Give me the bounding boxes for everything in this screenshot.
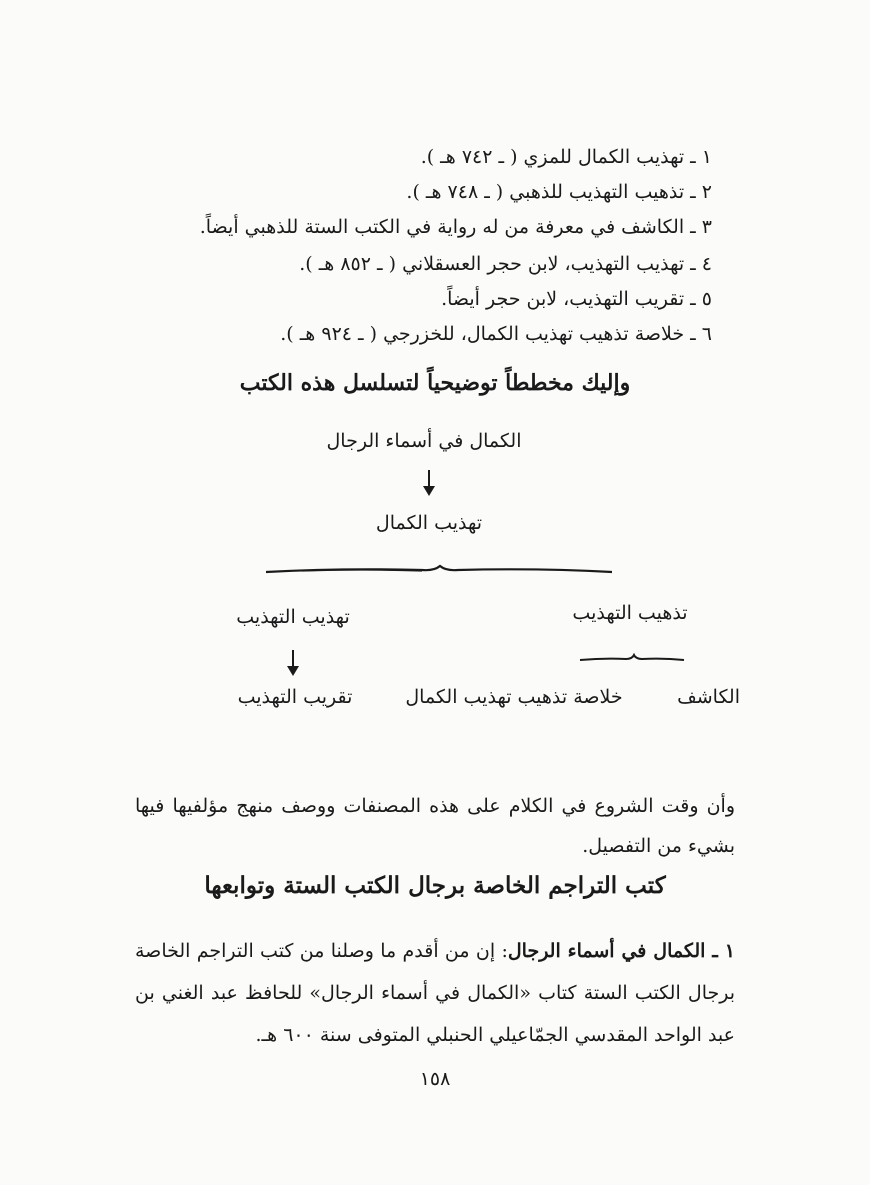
diagram-node-tahdhib-kamal: تهذيب الكمال (375, 512, 483, 534)
section-title: كتب التراجم الخاصة برجال الكتب الستة وتوابعها (204, 872, 666, 899)
list-item: ١ ـ تهذيب الكمال للمزي ( ـ ٧٤٢ هـ ). (420, 146, 712, 168)
diagram-node-khulasa: خلاصة تذهيب تهذيب الكمال (405, 686, 623, 708)
list-item: ٣ ـ الكاشف في معرفة من له رواية في الكتب الستة للذهبي أيضاً. (199, 216, 712, 238)
entry-paragraph (135, 930, 735, 1056)
diagram-node-tahdhib-tahdhib: تهذيب التهذيب (236, 606, 350, 628)
arrow-down-icon (428, 470, 430, 488)
branch-brace-icon (262, 560, 616, 582)
list-item: ٥ ـ تقريب التهذيب، لابن حجر أيضاً. (441, 288, 712, 310)
diagram-node-taqrib: تقريب التهذيب (237, 686, 353, 708)
diagram-heading: وإليك مخططاً توضيحياً لتسلسل هذه الكتب (239, 370, 631, 396)
list-item: ٦ ـ خلاصة تذهيب تهذيب الكمال، للخزرجي ( ـ ٩٢٤ هـ ). (280, 323, 712, 345)
diagram-node-tadhhib: تذهيب التهذيب (572, 602, 688, 624)
intro-paragraph: وأن وقت الشروع في الكلام على هذه المصنفات ووصف منهج مؤلفيها فيها بشيء من التفصيل. (135, 795, 735, 857)
diagram-node-kashif: الكاشف (677, 686, 740, 708)
diagram-node-kamal: الكمال في أسماء الرجال (326, 430, 522, 452)
list-item: ٢ ـ تذهيب التهذيب للذهبي ( ـ ٧٤٨ هـ ). (406, 181, 712, 203)
page-number: ١٥٨ (419, 1068, 451, 1090)
entry-lead-title: ١ ـ الكمال في أسماء الرجال (507, 940, 735, 962)
list-item: ٤ ـ تهذيب التهذيب، لابن حجر العسقلاني ( ـ ٨٥٢ هـ ). (299, 253, 712, 275)
arrow-down-icon (292, 650, 294, 668)
entry-text: : إن من أقدم ما وصلنا من كتب التراجم الخاصة برجال الكتب الستة كتاب «الكمال في أسماء الرجال» للحافظ عبد الغني بن عبد الواحد المقدسي الجمّاعيلي الحنبلي المتوفى سنة ٦٠٠ هـ. (135, 940, 735, 1046)
sub-brace-icon (578, 652, 686, 666)
